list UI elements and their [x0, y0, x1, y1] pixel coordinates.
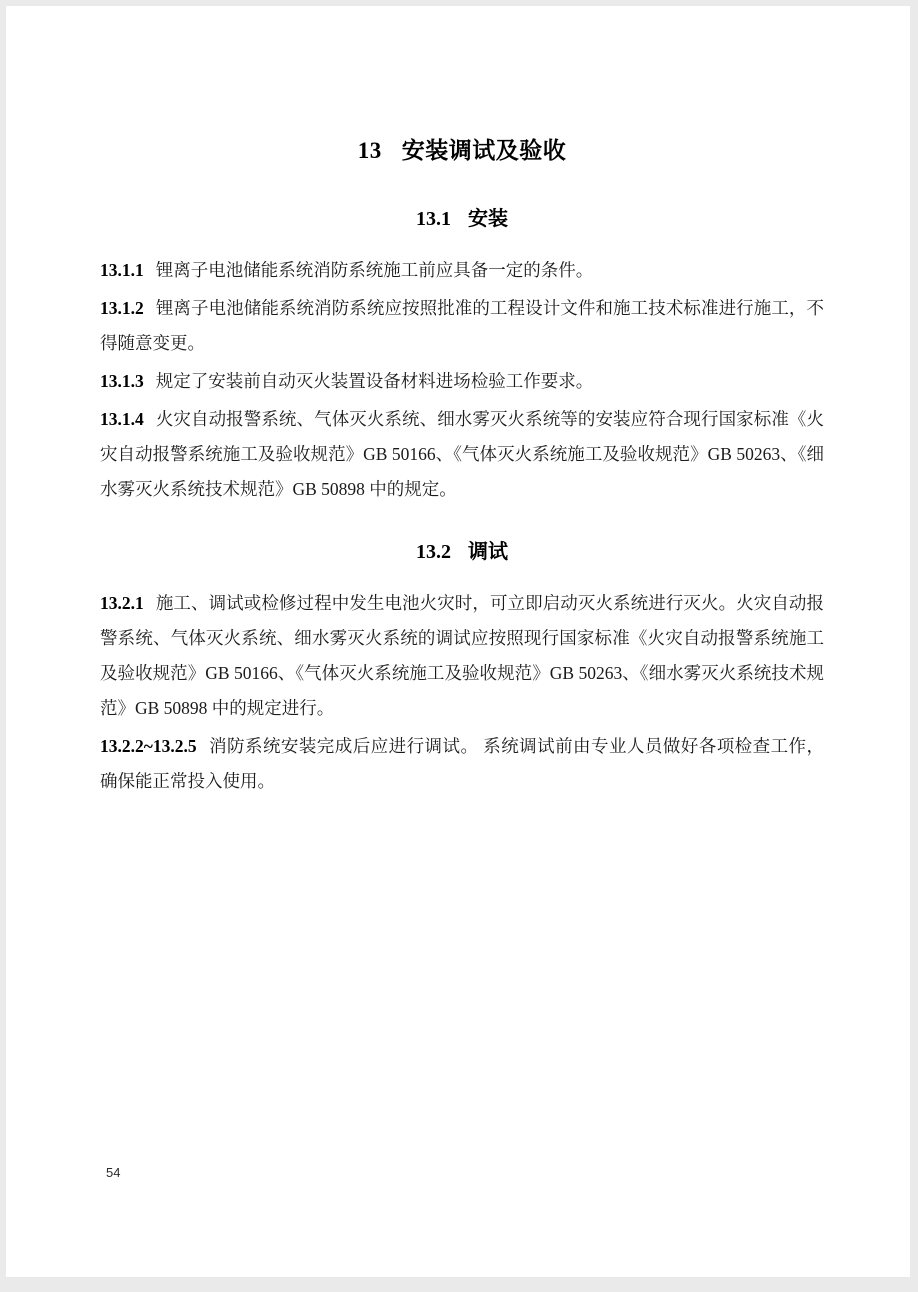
clause-13-1-1	[100, 231, 824, 288]
chapter-heading	[100, 6, 824, 165]
clause-label: 13.2.1	[100, 592, 144, 613]
clause-13-1-4	[100, 399, 824, 507]
section-heading-13-1	[100, 165, 824, 231]
clause-label: 13.1.2	[100, 297, 144, 318]
chapter-title-text: 安装调试及验收	[401, 138, 567, 163]
section-title-13-1: 安装	[468, 207, 508, 230]
clause-text: 锂离子电池储能系统消防系统应按照批准的工程设计文件和施工技术标准进行施工，不得随意变更。	[100, 297, 824, 353]
clause-label: 13.1.4	[100, 408, 144, 429]
section-heading-13-2	[100, 507, 824, 564]
clause-text: 消防系统安装完成后应进行调试。 系统调试前由专业人员做好各项检查工作，确保能正常投入使用。	[100, 735, 824, 791]
clause-label: 13.1.3	[100, 370, 144, 391]
clause-label: 13.2.2~13.2.5	[100, 735, 197, 756]
section-number-13-2: 13.2	[416, 540, 451, 563]
clause-label: 13.1.1	[100, 259, 144, 280]
section-title-13-2: 调试	[468, 540, 508, 563]
clause-text: 施工、调试或检修过程中发生电池火灾时，可立即启动灭火系统进行灭火。火灾自动报警系统、气体灭火系统、细水雾灭火系统的调试应按照现行国家标准《火灾自动报警系统施工及验收规范》GB 50166、《气体灭火系统施工及验收规范》GB 50263、《细水雾灭火系统技术规范》GB 50898 中的规定进行。	[100, 592, 824, 718]
clause-13-1-3	[100, 361, 824, 399]
document-page	[6, 6, 910, 1277]
section-number-13-1: 13.1	[416, 207, 451, 230]
page-content	[100, 6, 824, 799]
chapter-number: 13	[357, 138, 382, 163]
clause-text: 规定了安装前自动灭火装置设备材料进场检验工作要求。	[155, 370, 594, 391]
clause-text: 锂离子电池储能系统消防系统施工前应具备一定的条件。	[155, 259, 594, 280]
clause-text: 火灾自动报警系统、气体灭火系统、细水雾灭火系统等的安装应符合现行国家标准《火灾自动报警系统施工及验收规范》GB 50166、《气体灭火系统施工及验收规范》GB 50263、《细水雾灭火系统技术规范》GB 50898 中的规定。	[100, 408, 824, 499]
page-number: 54	[106, 1165, 121, 1180]
clause-13-2-1	[100, 564, 824, 726]
clause-13-2-2	[100, 726, 824, 799]
clause-13-1-2	[100, 288, 824, 361]
